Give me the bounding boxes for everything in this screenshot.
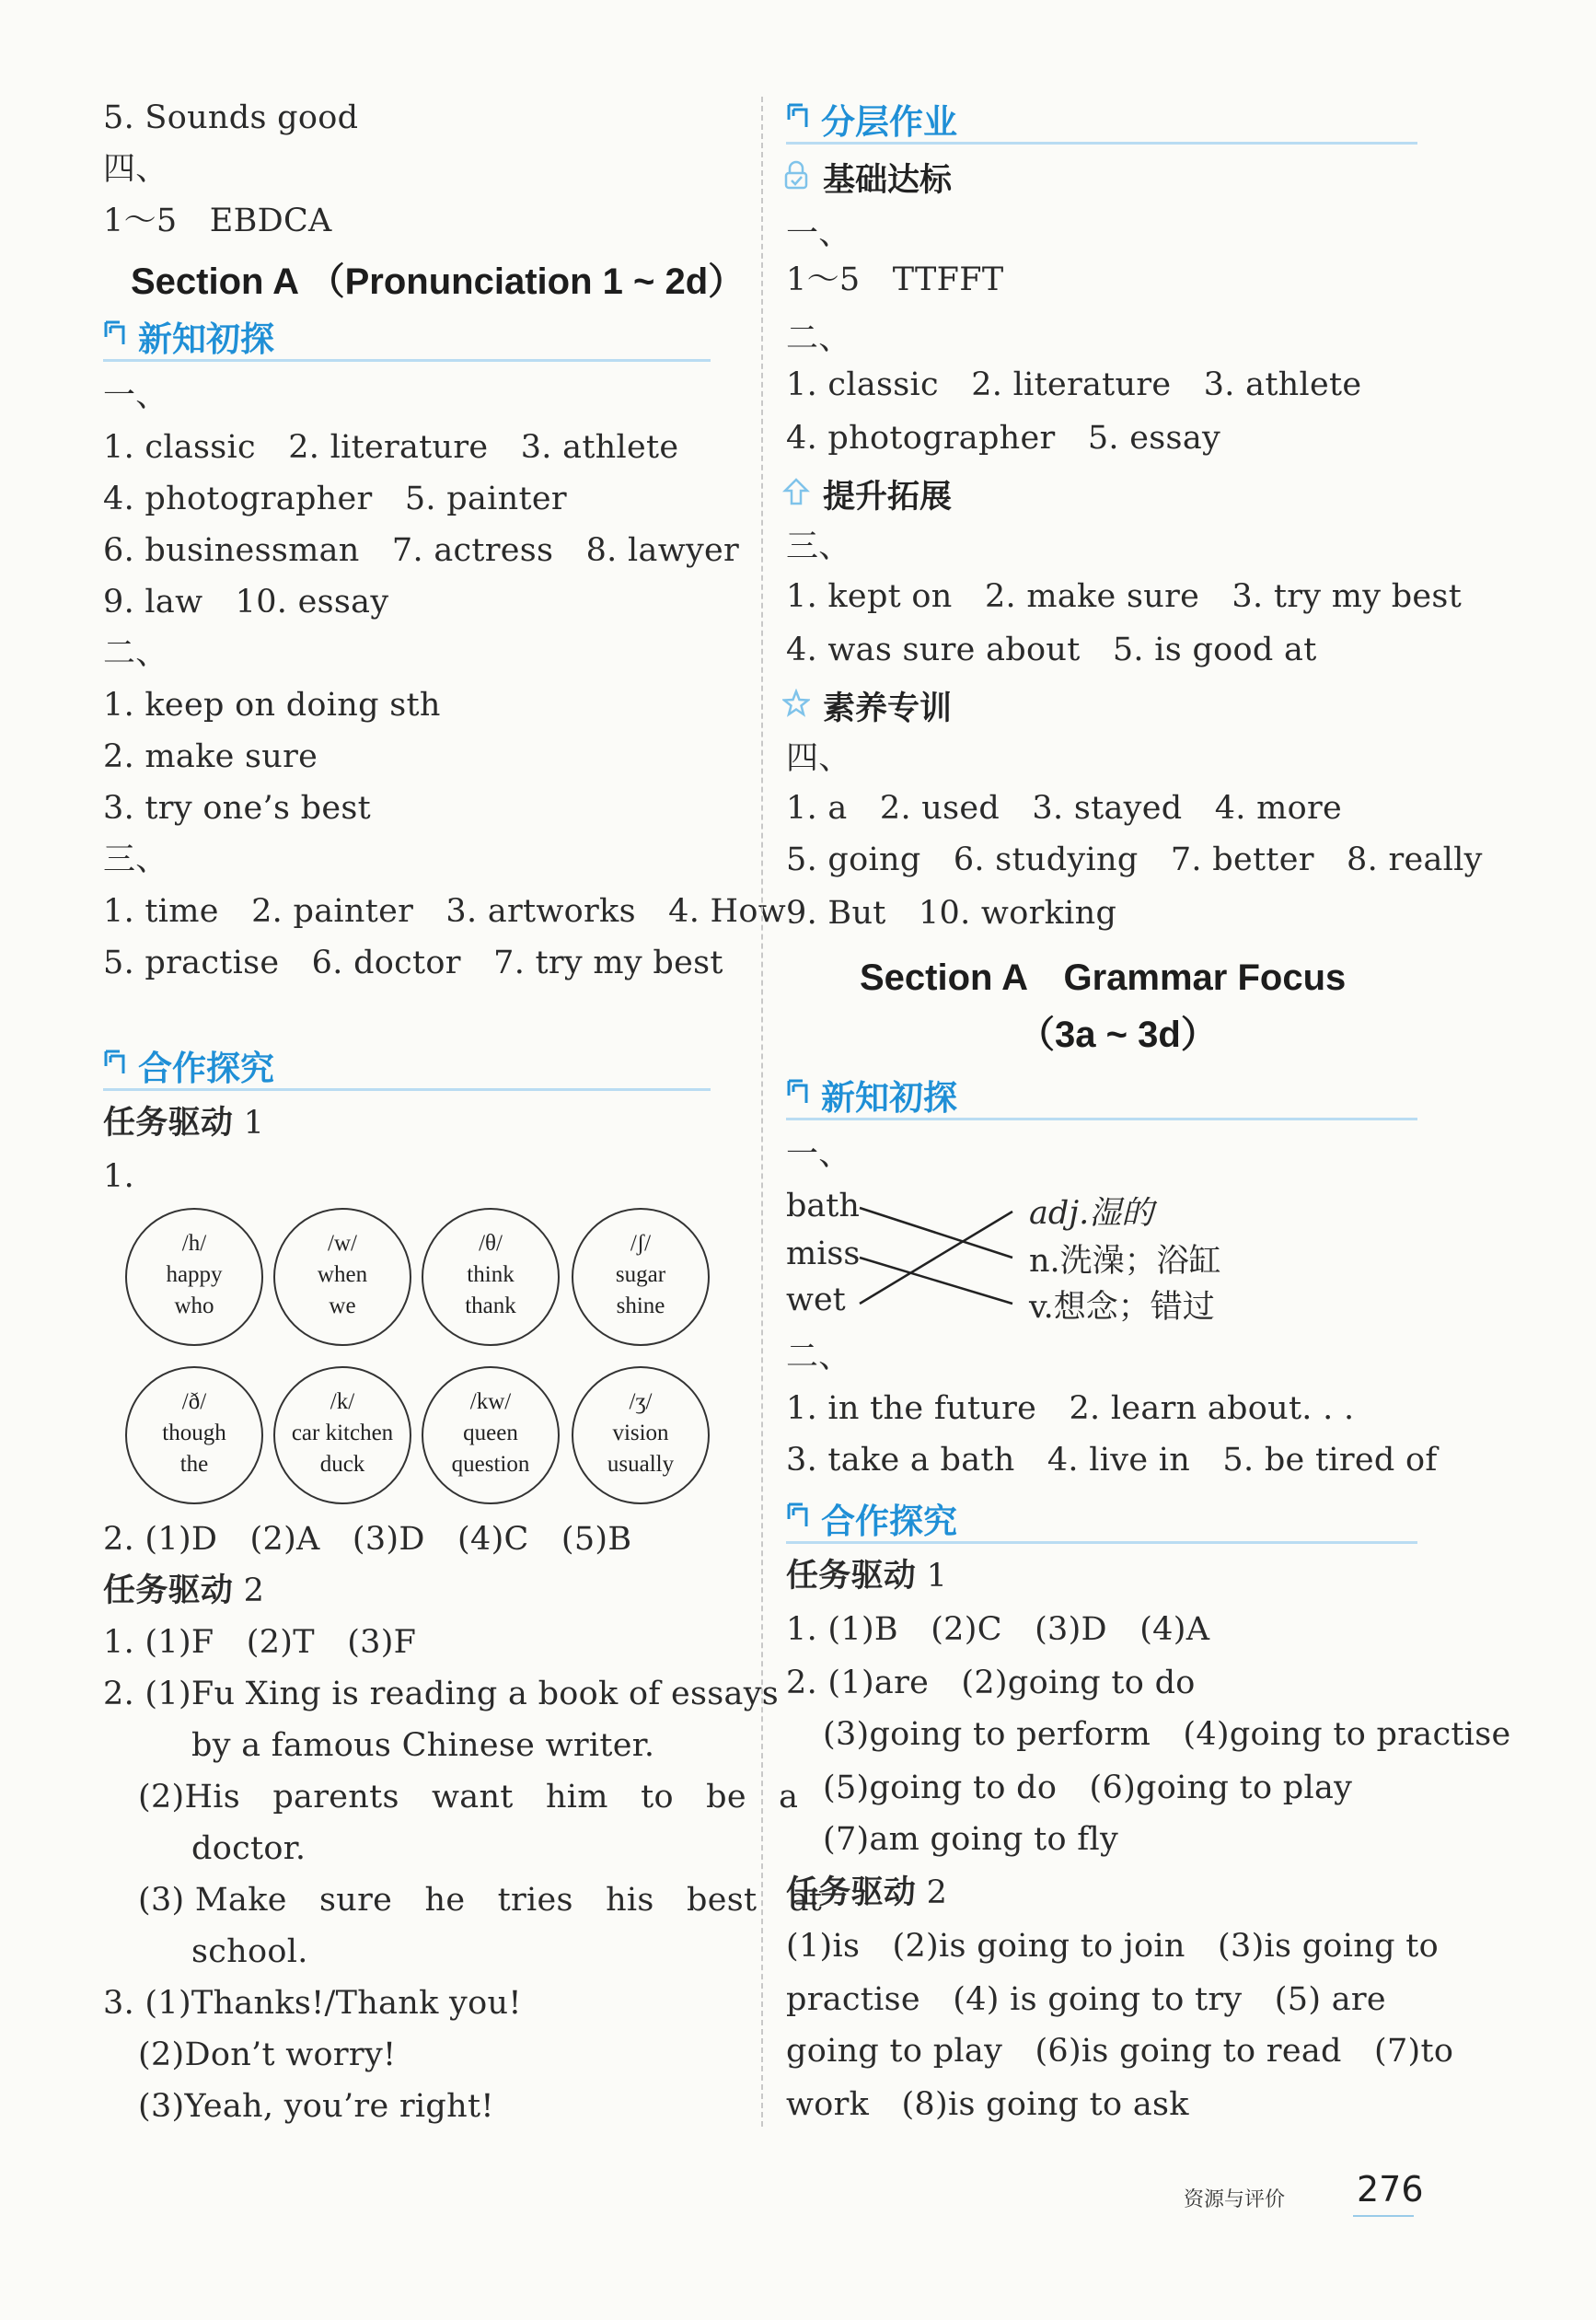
answer-line: 1. kept on 2. make sure 3. try my best: [786, 578, 1463, 615]
phonetic-word: vision: [612, 1421, 669, 1445]
footer-label: 资源与评价: [1184, 2188, 1286, 2211]
answer-line: going to play (6)is going to read (7)to: [786, 2033, 1454, 2070]
answer-line: 4. photographer 5. essay: [786, 420, 1221, 457]
phonetic-symbol: /kw/: [469, 1389, 512, 1414]
task-label: 任务驱动: [786, 1558, 917, 1595]
arrow-up-icon: [782, 477, 810, 506]
phonetic-symbol: /θ/: [479, 1231, 503, 1256]
match-definition: v.想念；错过: [1029, 1289, 1215, 1326]
phonetic-circle: [125, 1208, 263, 1346]
answer-line: school.: [191, 1933, 308, 1970]
match-word: wet: [786, 1282, 846, 1318]
match-word: bath: [786, 1188, 860, 1224]
phonetic-word: shine: [616, 1293, 665, 1318]
header-bookmark-icon: [786, 1079, 810, 1105]
answer-line: work (8)is going to ask: [786, 2086, 1189, 2123]
phonetic-symbol: /ʒ/: [629, 1389, 653, 1414]
section-title: Section A Grammar Focus: [860, 957, 1347, 998]
answer-line: 6. businessman 7. actress 8. lawyer: [103, 532, 740, 569]
phonetic-symbol: /w/: [328, 1231, 357, 1256]
task-label: 任务驱动: [786, 1874, 917, 1911]
answer-line: 1～5 TTFFT: [786, 261, 1004, 298]
answer-line: 4. photographer 5. painter: [103, 481, 567, 517]
section-header-label: 新知初探: [138, 319, 274, 359]
phonetic-word: sugar: [615, 1262, 666, 1287]
phonetic-symbol: /ʃ/: [630, 1231, 652, 1256]
phonetic-circle: [125, 1366, 263, 1504]
phonetic-word: happy: [166, 1262, 223, 1287]
answer-line: 二、: [786, 320, 851, 357]
phonetic-word: who: [174, 1293, 214, 1318]
header-rule: [786, 142, 1417, 145]
phonetic-circle: [422, 1208, 560, 1346]
answer-line: 9. law 10. essay: [103, 584, 389, 621]
section-header-hezuo: [786, 1495, 1417, 1543]
header-bookmark-icon: [103, 1050, 127, 1075]
answer-line: 3. take a bath 4. live in 5. be tired of: [786, 1442, 1438, 1479]
match-lines: [856, 1193, 1022, 1313]
section-header-label: 新知初探: [821, 1078, 957, 1118]
answer-line: 5. going 6. studying 7. better 8. really: [786, 841, 1483, 878]
section-header-xinzhi: [103, 313, 711, 361]
phonetic-word: think: [467, 1262, 515, 1287]
phonetic-word: queen: [463, 1421, 518, 1445]
answer-line: 二、: [786, 1339, 851, 1375]
task-label: 任务驱动: [103, 1572, 234, 1609]
phonetic-word: when: [317, 1262, 368, 1287]
phonetic-word: we: [329, 1293, 356, 1318]
phonetic-circle: [572, 1208, 710, 1346]
header-rule: [786, 1118, 1417, 1120]
answer-line: 1. in the future 2. learn about. . .: [786, 1390, 1355, 1427]
answer-line: 三、: [103, 841, 168, 878]
answer-line: (1)is (2)is going to join (3)is going to: [786, 1928, 1439, 1965]
answer-line: (3)going to perform (4)going to practise: [823, 1716, 1511, 1753]
task-heading: [786, 1873, 947, 1913]
answer-line: 一、: [786, 215, 851, 252]
answer-line: (3) Make sure he tries his best at: [138, 1882, 823, 1919]
phonetic-symbol: /k/: [330, 1389, 355, 1414]
header-bookmark-icon: [786, 1502, 810, 1528]
answer-line: 2. (1)D (2)A (3)D (4)C (5)B: [103, 1521, 632, 1558]
answer-line: 一、: [786, 1136, 851, 1173]
phonetic-word: car kitchen: [291, 1421, 394, 1445]
match-line: [860, 1212, 1012, 1304]
phonetic-word: question: [451, 1452, 530, 1477]
match-line: [860, 1208, 1012, 1258]
phonetic-symbol: /h/: [181, 1231, 207, 1256]
section-title: Section A （Pronunciation 1 ~ 2d）: [131, 261, 746, 302]
answer-line: (3)Yeah, you’re right!: [138, 2088, 494, 2125]
task-number: 2: [243, 1572, 265, 1609]
answer-line: 9. But 10. working: [786, 895, 1117, 932]
answer-line: 二、: [103, 635, 168, 672]
task-heading: [103, 1103, 264, 1143]
answer-line: (2)His parents want him to be a: [138, 1779, 799, 1815]
answer-line: (2)Don’t worry!: [138, 2036, 397, 2073]
answer-line: 4. was sure about 5. is good at: [786, 632, 1317, 668]
answer-line: 1. classic 2. literature 3. athlete: [786, 366, 1362, 403]
answer-line: 1～5 EBDCA: [103, 203, 332, 239]
answer-line: 2. (1)Fu Xing is reading a book of essays: [103, 1676, 780, 1712]
match-definition: adj.湿的: [1029, 1195, 1154, 1232]
match-definition: n.洗澡；浴缸: [1029, 1243, 1221, 1280]
header-bookmark-icon: [786, 103, 810, 129]
answer-line: 四、: [103, 151, 168, 188]
answer-line: by a famous Chinese writer.: [191, 1727, 655, 1764]
subheader-label: 素养专训: [823, 690, 953, 727]
column-divider: [761, 97, 763, 2127]
answer-line: 3. try one’s best: [103, 790, 371, 827]
answer-line: 三、: [786, 528, 851, 565]
header-rule: [786, 1541, 1417, 1544]
task-heading: [103, 1571, 264, 1611]
match-word: miss: [786, 1235, 861, 1272]
answer-line: 5. Sounds good: [103, 99, 359, 136]
subheader-label: 基础达标: [823, 162, 953, 199]
phonetic-circle: [572, 1366, 710, 1504]
section-header-label: 合作探究: [138, 1049, 274, 1088]
answer-line: 四、: [786, 740, 851, 777]
match-line: [860, 1258, 1012, 1304]
header-bookmark-icon: [103, 320, 127, 346]
answer-line: 1. (1)B (2)C (3)D (4)A: [786, 1611, 1210, 1648]
lock-icon: [782, 160, 810, 190]
phonetic-word: though: [162, 1421, 226, 1445]
answer-line: 3. (1)Thanks!/Thank you!: [103, 1985, 522, 2022]
phonetic-word: duck: [319, 1452, 365, 1477]
subheader-label: 提升拓展: [823, 479, 953, 516]
section-header-fenceng: [786, 96, 1417, 144]
answer-line: doctor.: [191, 1830, 306, 1867]
header-rule: [103, 359, 711, 362]
answer-line: 1. (1)F (2)T (3)F: [103, 1624, 417, 1661]
section-title: （3a ~ 3d）: [1018, 1015, 1218, 1055]
phonetic-word: thank: [465, 1293, 516, 1318]
task-number: 2: [926, 1874, 948, 1911]
task-number: 1: [243, 1105, 265, 1142]
task-label: 任务驱动: [103, 1105, 234, 1142]
phonetic-word: the: [179, 1452, 209, 1477]
answer-line: 1. keep on doing sth: [103, 687, 441, 724]
page-number: 276: [1357, 2169, 1424, 2210]
phonetic-word: usually: [607, 1452, 675, 1477]
answer-line: 一、: [103, 377, 168, 414]
answer-line: (5)going to do (6)going to play: [823, 1769, 1353, 1806]
answer-line: 5. practise 6. doctor 7. try my best: [103, 945, 723, 981]
section-header-hezuo: [103, 1042, 711, 1090]
section-header-label: 分层作业: [821, 102, 957, 142]
page-number-rule: [1353, 2215, 1414, 2217]
header-rule: [103, 1088, 711, 1091]
phonetic-circle: [273, 1208, 411, 1346]
answer-line: 1. a 2. used 3. stayed 4. more: [786, 790, 1343, 827]
section-header-label: 合作探究: [821, 1502, 957, 1541]
answer-line: practise (4) is going to try (5) are: [786, 1981, 1386, 2018]
phonetic-circle: [422, 1366, 560, 1504]
phonetic-symbol: /ð/: [181, 1389, 207, 1414]
answer-line: 2. (1)are (2)going to do: [786, 1665, 1196, 1701]
answer-line: 1. time 2. painter 3. artworks 4. How: [103, 893, 786, 930]
star-icon: [782, 689, 810, 718]
answer-line: 1. classic 2. literature 3. athlete: [103, 429, 679, 466]
answer-line: 1.: [103, 1158, 134, 1195]
task-heading: [786, 1556, 947, 1596]
answer-line: (7)am going to fly: [823, 1821, 1119, 1858]
answer-line: 2. make sure: [103, 738, 318, 775]
section-header-xinzhi: [786, 1072, 1417, 1119]
phonetic-circle: [273, 1366, 411, 1504]
task-number: 1: [926, 1558, 948, 1595]
